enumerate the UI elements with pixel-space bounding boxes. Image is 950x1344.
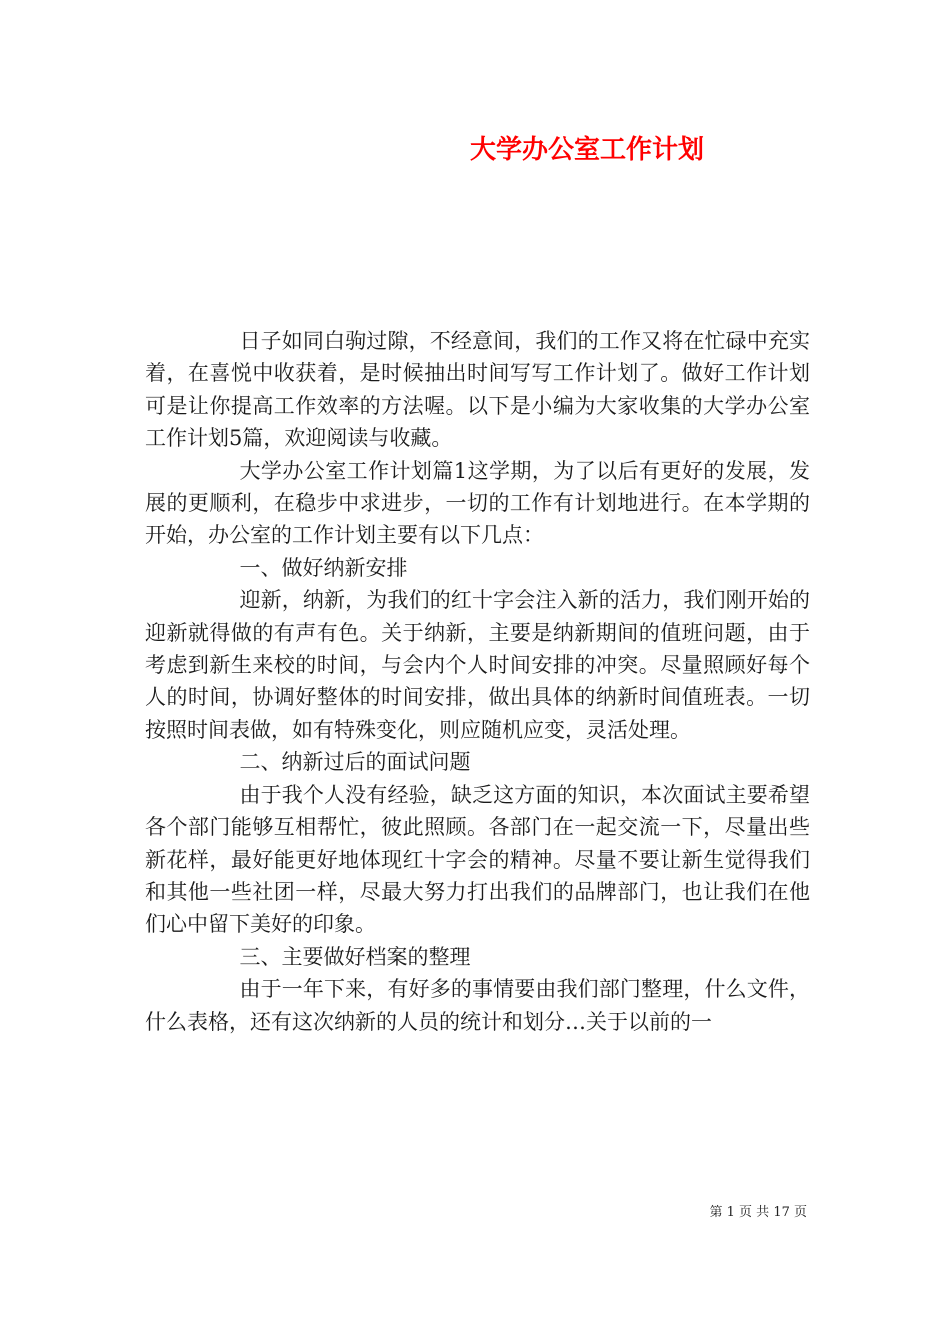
paragraph-plan-1: 大学办公室工作计划篇1这学期，为了以后有更好的发展，发展的更顺利，在稳步中求进步，一切的工作有计划地进行。在本学期的开始，办公室的工作计划主要有以下几点： xyxy=(145,458,810,548)
paragraph-section-1: 迎新，纳新，为我们的红十字会注入新的活力，我们刚开始的迎新就得做的有声有色。关于纳新，主要是纳新期间的值班问题，由于考虑到新生来校的时间，与会内个人时间安排的冲突。尽量照顾好每个人的时间，协调好整体的时间安排，做出具体的纳新时间值班表。一切按照时间表做，如有特殊变化，则应随机应变，灵活处理。 xyxy=(145,588,810,742)
paragraph-section-2: 由于我个人没有经验，缺乏这方面的知识，本次面试主要希望各个部门能够互相帮忙，彼此照顾。各部门在一起交流一下，尽量出些新花样，最好能更好地体现红十字会的精神。尽量不要让新生觉得我们和其他一些社团一样，尽最大努力打出我们的品牌部门，也让我们在他们心中留下美好的印象。 xyxy=(145,782,810,937)
section-heading-3: 三、主要做好档案的整理 xyxy=(239,944,471,969)
paragraph-section-3: 由于一年下来，有好多的事情要由我们部门整理，什么文件，什么表格，还有这次纳新的人员的统计和划分…关于以前的一 xyxy=(145,977,810,1034)
paragraph-intro: 日子如同白驹过隙，不经意间，我们的工作又将在忙碌中充实着，在喜悦中收获着，是时候抽出时间写写工作计划了。做好工作计划可是让你提高工作效率的方法喔。以下是小编为大家收集的大学办公室工作计划5篇，欢迎阅读与收藏。 xyxy=(145,329,810,451)
document-title: 大学办公室工作计划 xyxy=(470,135,705,165)
section-heading-1: 一、做好纳新安排 xyxy=(239,555,408,580)
document-body xyxy=(145,325,810,1038)
section-heading-2: 二、纳新过后的面试问题 xyxy=(239,750,471,775)
page-number-footer: 第 1 页 共 17 页 xyxy=(709,1205,807,1220)
